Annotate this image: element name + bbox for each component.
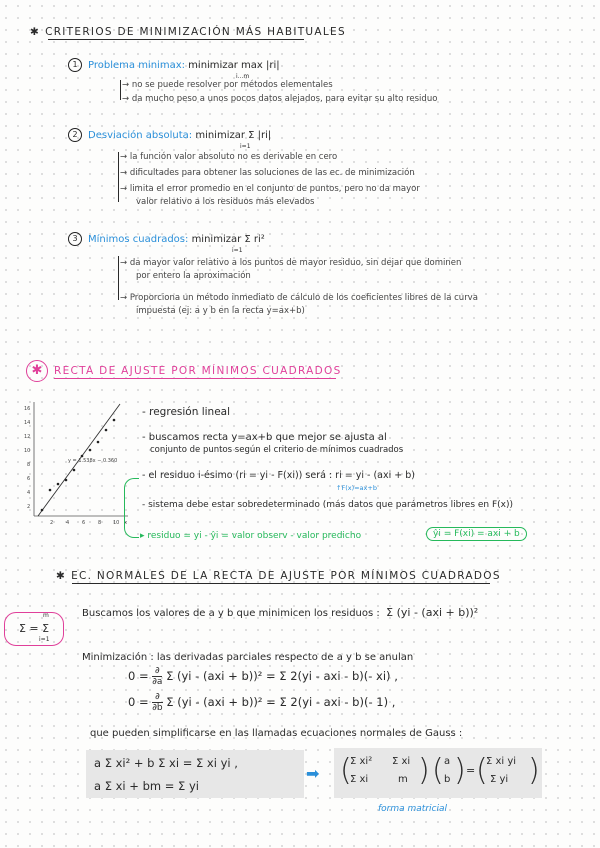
rhs-paren-left: ( bbox=[476, 753, 488, 788]
sigma-sup: m bbox=[43, 612, 49, 619]
matrix-cell: m bbox=[398, 774, 408, 785]
bracket-line bbox=[118, 256, 119, 300]
minimization-text: Minimización : las derivadas parciales respecto de a y b se anulan bbox=[82, 652, 414, 663]
section1-title: ✱ CRITERIOS DE MINIMIZACIÓN MÁS HABITUALES bbox=[30, 26, 346, 38]
matrix-cell: Σ xi bbox=[350, 774, 369, 785]
bracket-line bbox=[118, 152, 119, 202]
asterisk-icon: ✱ bbox=[30, 26, 46, 38]
criterion-formula: minimizar Σ |ri| bbox=[195, 130, 272, 141]
sigma-note-box: Σ = Σ bbox=[4, 612, 64, 646]
y-tick: 4 bbox=[27, 490, 31, 496]
partial-a-frac: $\frac{\partial}{\partial a}$ bbox=[152, 666, 163, 687]
vector-cell: b bbox=[444, 774, 451, 785]
bullet-search-cont: conjunto de puntos según el criterio de mínimos cuadrados bbox=[150, 445, 404, 455]
partial-a-equation: 0 = $\frac{\partial}{\partial a}$ Σ (yi - (axi + b))² = Σ 2(yi - axi - b)(- xi) , bbox=[128, 666, 398, 687]
x-tick: 10 bbox=[113, 520, 120, 526]
criterion-formula: minimizar Σ ri² bbox=[191, 234, 265, 245]
data-point bbox=[105, 429, 108, 432]
criterion-label: Mínimos cuadrados: bbox=[88, 234, 189, 245]
data-point bbox=[49, 489, 52, 492]
bullet-cont: impuesta (ej: a y b en la recta y=ax+b) bbox=[136, 306, 305, 316]
section2-title: RECTA DE AJUSTE POR MÍNIMOS CUADRADOS bbox=[54, 365, 342, 377]
title-underline bbox=[72, 583, 490, 584]
gauss-eq-2: a Σ xi + bm = Σ yi bbox=[94, 779, 199, 793]
matrix-caption: forma matricial bbox=[378, 804, 447, 814]
gauss-eq-1: a Σ xi² + b Σ xi = Σ xi yi , bbox=[94, 756, 238, 770]
matrix-cell: Σ xi bbox=[392, 756, 411, 767]
rhs-cell: Σ xi yi bbox=[486, 756, 517, 767]
bullet: → no se puede resolver por métodos elementales bbox=[122, 80, 333, 90]
data-point bbox=[89, 449, 92, 452]
data-point bbox=[81, 455, 84, 458]
vector-cell: a bbox=[444, 756, 451, 767]
bullet-system: - sistema debe estar sobredeterminado (más datos que parámetros libres en F(x)) bbox=[142, 500, 514, 510]
asterisk-icon: ✱ bbox=[56, 570, 72, 582]
matrix-paren-right: ) bbox=[418, 753, 430, 788]
fx-note: ↑F(x)=ax+b bbox=[336, 484, 377, 492]
x-tick: 8 bbox=[98, 520, 102, 526]
section3-title: ✱ EC. NORMALES DE LA RECTA DE AJUSTE POR MÍNIMOS CUADRADOS bbox=[56, 570, 501, 582]
data-point bbox=[57, 483, 60, 486]
y-tick: 14 bbox=[24, 420, 31, 426]
scatter-plot bbox=[20, 398, 132, 530]
bullet-cont: valor relativo a los residuos más elevados bbox=[136, 197, 315, 207]
x-label: x bbox=[124, 520, 127, 526]
arrow-right-icon: ➡ bbox=[306, 764, 320, 783]
green-bracket bbox=[124, 478, 139, 538]
green-box: ŷi = F(xi) = axi + b bbox=[426, 527, 527, 541]
equals-sign: = bbox=[466, 764, 476, 777]
data-point bbox=[65, 479, 68, 482]
bullet: → da mayor valor relativo a los puntos de mayor residuo, sin dejar que dominen bbox=[120, 258, 462, 268]
bullet: → limita el error promedio en el conjunto de puntos, pero no da mayor bbox=[120, 184, 420, 194]
x-tick: 2 bbox=[50, 520, 54, 526]
criterion-formula: minimizar max |ri| bbox=[188, 60, 280, 71]
green-residual-eq: ▸ residuo = yi - ŷi = valor observ - valor predicho bbox=[140, 531, 362, 541]
pink-asterisk-icon: ✱ bbox=[26, 360, 48, 382]
number-badge: 1 bbox=[68, 58, 82, 72]
data-point bbox=[41, 509, 44, 512]
formula-subscript: i=1 bbox=[240, 143, 251, 150]
y-tick: 8 bbox=[27, 462, 31, 468]
y-tick: 10 bbox=[24, 448, 31, 454]
rhs-cell: Σ yi bbox=[490, 774, 509, 785]
criterion-minimax bbox=[68, 58, 280, 72]
formula-subscript: i=1 bbox=[232, 247, 243, 254]
partial-b-frac: $\frac{\partial}{\partial b}$ bbox=[152, 692, 163, 713]
bullet-residual: - el residuo i-ésimo (ri = yi - F(xi)) será : ri = yi - (axi + b) bbox=[142, 470, 415, 481]
title-underline bbox=[54, 378, 336, 379]
data-point bbox=[113, 419, 116, 422]
matrix-cell: Σ xi² bbox=[350, 756, 373, 767]
title-underline bbox=[48, 39, 304, 40]
x-tick: 4 bbox=[66, 520, 70, 526]
fit-equation: y = 1.538x − 0.360 bbox=[68, 458, 118, 464]
criterion-absolute bbox=[68, 128, 271, 142]
y-tick: 16 bbox=[24, 406, 31, 412]
gauss-intro-text: que pueden simplificarse en las llamadas ecuaciones normales de Gauss : bbox=[90, 728, 463, 739]
criterion-least-squares bbox=[68, 232, 265, 246]
number-badge: 2 bbox=[68, 128, 82, 142]
bullet-regression: - regresión lineal bbox=[142, 406, 231, 418]
y-tick: 2 bbox=[27, 504, 31, 510]
data-point bbox=[73, 469, 76, 472]
vector-paren-right: ) bbox=[454, 753, 466, 788]
search-values-text: Buscamos los valores de a y b que minimicen los residuos : Σ (yi - (axi + b))² bbox=[82, 606, 479, 619]
bullet: → dificultades para obtener las soluciones de las ec. de minimización bbox=[120, 168, 415, 178]
bullet: → da mucho peso a unos pocos datos alejados, para evitar su alto residuo bbox=[122, 94, 438, 104]
bullet: → la función valor absoluto no es derivable en cero bbox=[120, 152, 338, 162]
matrix-paren-left: ( bbox=[340, 753, 352, 788]
bracket-line bbox=[120, 80, 121, 100]
bullet: → Proporciona un método inmediato de cálculo de los coeficientes libres de la curva bbox=[120, 293, 478, 303]
data-point bbox=[97, 441, 100, 444]
partial-b-equation: 0 = $\frac{\partial}{\partial b}$ Σ (yi - (axi + b))² = Σ 2(yi - axi - b)(- 1) , bbox=[128, 692, 396, 713]
x-tick: 6 bbox=[82, 520, 86, 526]
bullet-search: - buscamos recta y=ax+b que mejor se ajusta al bbox=[142, 432, 387, 443]
sigma-sub: i=1 bbox=[39, 636, 50, 643]
criterion-label: Problema minimax: bbox=[88, 60, 185, 71]
objective-formula: Σ (yi - (axi + b))² bbox=[386, 606, 479, 619]
rhs-paren-right: ) bbox=[528, 753, 540, 788]
formula-subscript: i...m bbox=[236, 73, 250, 80]
y-tick: 12 bbox=[24, 434, 31, 440]
criterion-label: Desviación absoluta: bbox=[88, 130, 193, 141]
bullet-cont: por entero la aproximación bbox=[136, 271, 251, 281]
vector-paren-left: ( bbox=[432, 753, 444, 788]
y-tick: 6 bbox=[27, 476, 31, 482]
number-badge: 3 bbox=[68, 232, 82, 246]
